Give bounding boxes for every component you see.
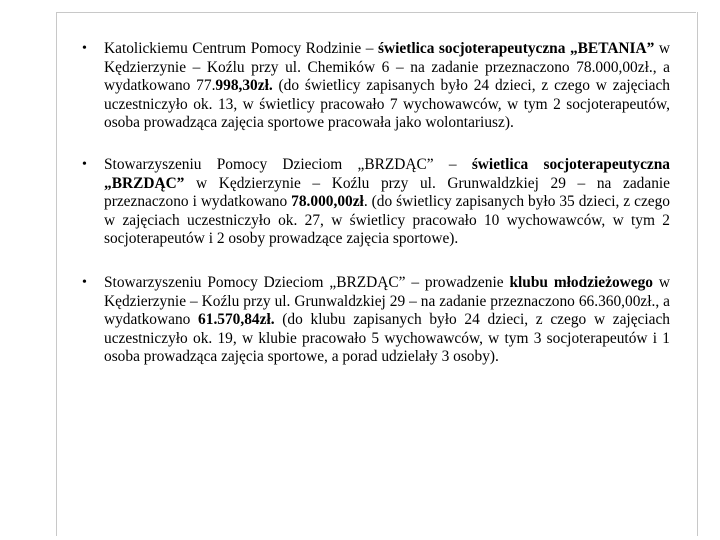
item-highlight: świetlica socjoterapeutyczna „BRZDĄC” (104, 155, 670, 192)
item-amount: 998,30zł. (215, 77, 273, 95)
bullet-list (82, 40, 670, 391)
item-text: w Kędzierzynie – Koźlu przy ul. Grunwaldzkiej 29 – na zadanie przeznaczono i wydatkowano (104, 174, 670, 211)
list-item-betania (82, 40, 670, 133)
item-text: w Kędzierzynie – Koźlu przy ul. Chemików 6 – na zadanie przeznaczono 78.000,00zł., a wydatkowano 77. (104, 40, 670, 95)
item-text: (do klubu zapisanych było 24 dzieci, z czego w zajęciach uczestniczyło ok. 19, w klubie pracowało 5 wychowawców, w tym 3 socjoterapeutów i 1 osoba prowadząca zajęcia sportowe, a porad udzielały 3 osoby). (104, 311, 670, 366)
slide-frame-right-edge (697, 12, 698, 536)
item-highlight: klubu młodzieżowego (509, 273, 653, 291)
item-text: Stowarzyszeniu Pomocy Dzieciom „BRZDĄC” – (104, 155, 472, 173)
bullet-icon: • (82, 41, 87, 56)
item-text: w Kędzierzynie – Koźlu przy ul. Grunwaldzkiej 29 – na zadanie przeznaczono 66.360,00zł., a wydatkowano (104, 273, 670, 329)
item-amount: 61.570,84zł. (198, 311, 275, 329)
item-text: Stowarzyszeniu Pomocy Dzieciom „BRZDĄC” – prowadzenie (104, 273, 510, 291)
bullet-icon: • (82, 156, 87, 172)
item-text: Katolickiemu Centrum Pomocy Rodzinie – (104, 40, 378, 57)
item-amount: 78.000,00zł (291, 193, 364, 211)
list-item-brzdac-klub (82, 274, 670, 367)
item-text: (do świetlicy zapisanych było 24 dzieci, z czego w zajęciach uczestniczyło ok. 13, w świetlicy pracowało 7 wychowawców, w tym 2 socjoterapeutów, osoba prowadząca zajęcia sportowe pracowała jako wolontariusz). (104, 77, 670, 132)
item-text: . (do świetlicy zapisanych było 35 dzieci, z czego w zajęciach uczestniczyło ok. 27, w świetlicy pracowało 10 wychowawców, w tym 2 socjoterapeutów i 2 osoby prowadzące zajęcia sportowe). (104, 193, 670, 248)
list-item-brzdac-swietlica (82, 156, 670, 249)
item-highlight: świetlica socjoterapeutyczna „BETANIA” (377, 40, 655, 57)
bullet-icon: • (82, 274, 87, 290)
